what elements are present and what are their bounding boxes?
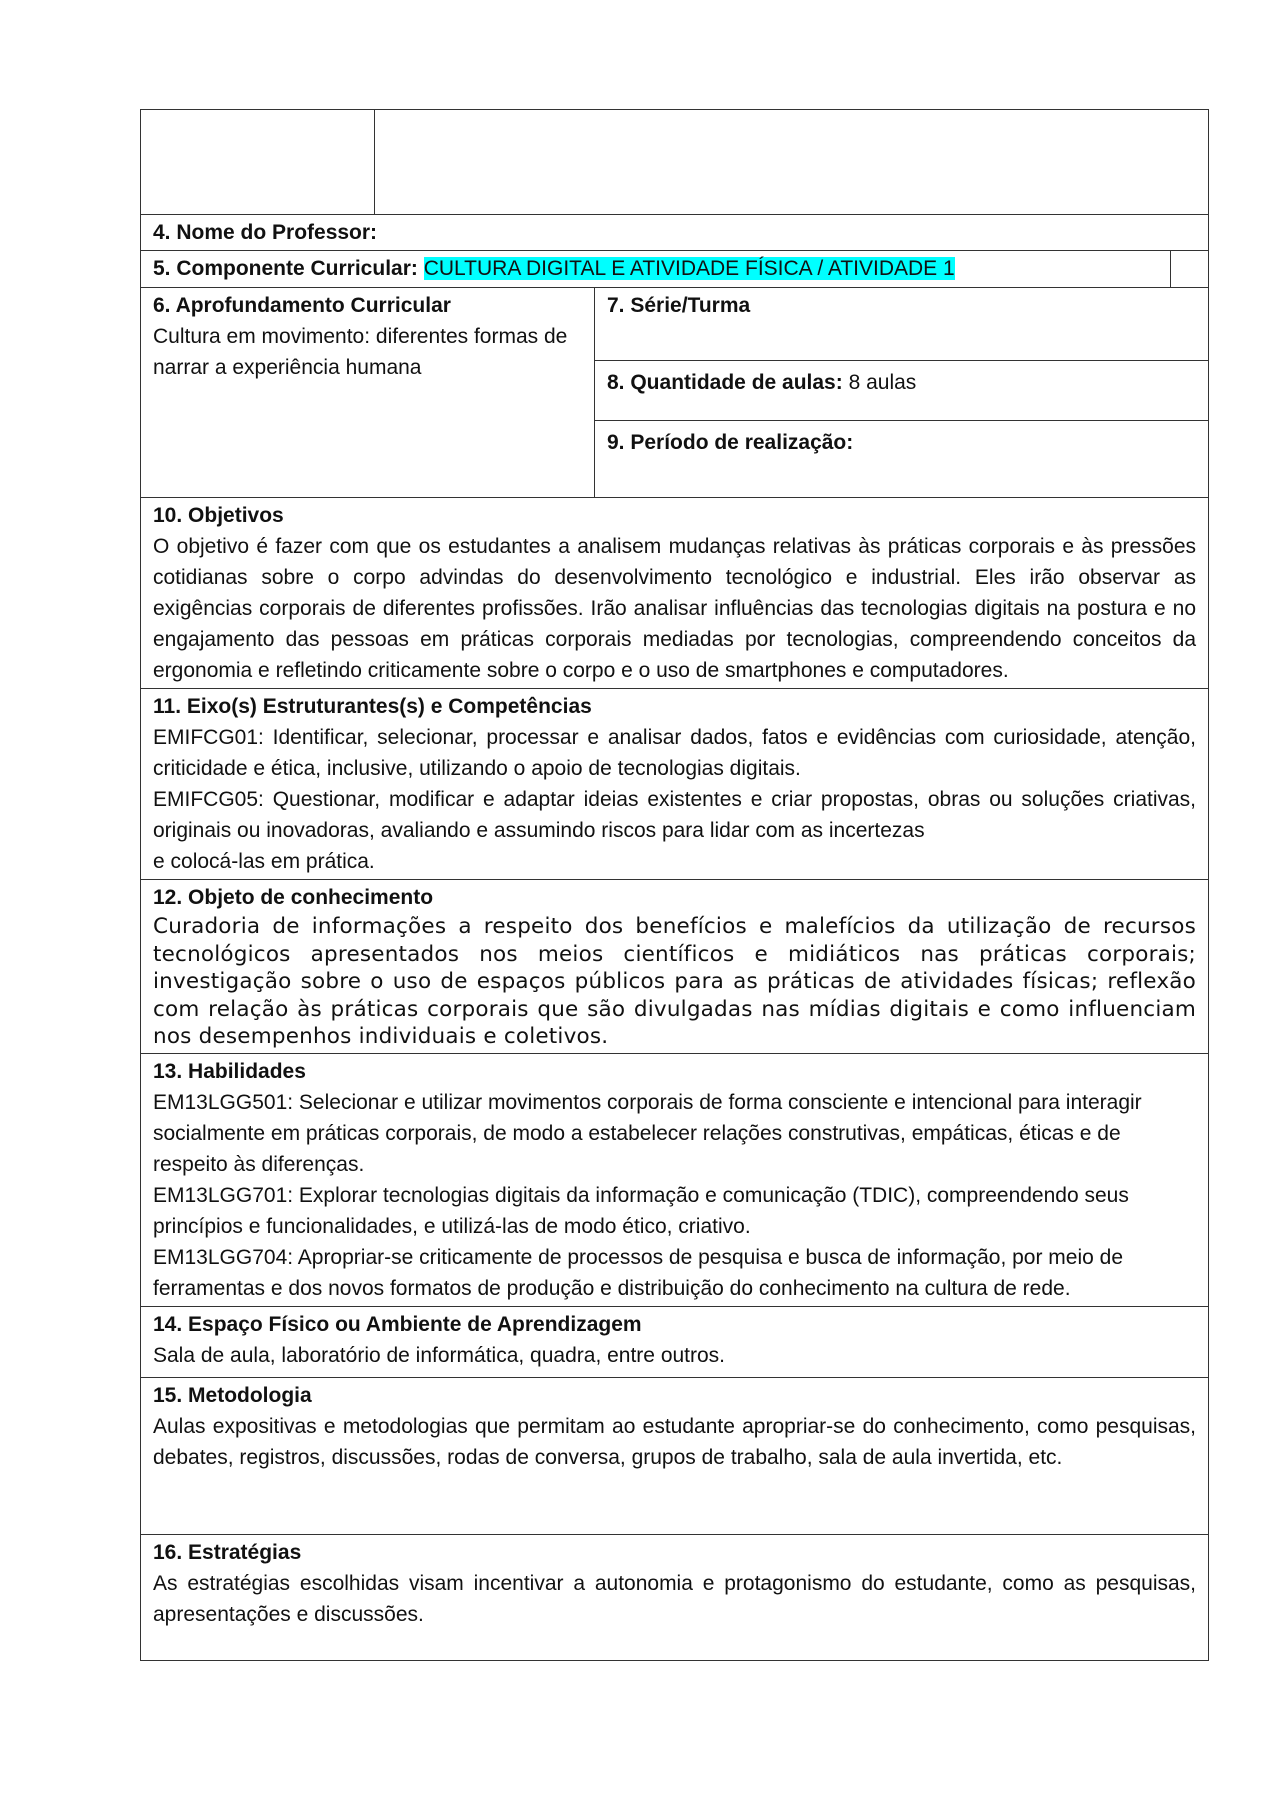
habilidades-label: 13. Habilidades <box>153 1059 306 1083</box>
habilidades-p3: EM13LGG704: Apropriar-se criticamente de processos de pesquisa e busca de informação, por meio de ferramentas e dos novos formatos de produção e distribuição do conhecimento na cultura de rede. <box>153 1245 1124 1300</box>
objetivos-label: 10. Objetivos <box>153 504 284 527</box>
row-eixos <box>141 689 1209 880</box>
row-objeto <box>141 880 1209 1054</box>
estrategias-text: As estratégias escolhidas visam incentivar a autonomia e protagonismo do estudante, como as pesquisas, apresentações e discussões. <box>153 1571 1197 1626</box>
header-logo-cell <box>141 110 375 215</box>
espaco-text: Sala de aula, laboratório de informática, quadra, entre outros. <box>153 1343 726 1367</box>
quantidade-cell <box>595 361 1209 421</box>
habilidades-p1: EM13LGG501: Selecionar e utilizar movimentos corporais de forma consciente e intencional para interagir socialmente em práticas corporais, de modo a estabelecer relações construtivas, empáticas, éticas e de respeito às diferenças. <box>153 1090 1142 1176</box>
periodo-label: 9. Período de realização: <box>607 431 854 454</box>
row-professor <box>141 215 1209 251</box>
quantidade-value: 8 aulas <box>848 371 917 394</box>
metodologia-text: Aulas expositivas e metodologias que permitam ao estudante apropriar-se do conhecimento, como pesquisas, debates, registros, discussões, rodas de conversa, grupos de trabalho, sala de aula invertida, etc. <box>153 1414 1197 1469</box>
periodo-cell <box>595 421 1209 498</box>
eixos-p1: EMIFCG01: Identificar, selecionar, processar e analisar dados, fatos e evidências com curiosidade, atenção, criticidade e ética, inclusive, utilizando o apoio de tecnologias digitais. <box>153 726 1197 780</box>
row-objetivos <box>141 498 1209 689</box>
plan-table <box>140 109 1209 1661</box>
habilidades-p2: EM13LGG701: Explorar tecnologias digitais da informação e comunicação (TDIC), compreendendo seus princípios e funcionalidades, e utilizá-las de modo ético, criativo. <box>153 1183 1129 1238</box>
metodologia-label: 15. Metodologia <box>153 1383 312 1407</box>
row-aprofundamento <box>141 288 1209 361</box>
eixos-p3: e colocá-las em prática. <box>153 850 375 873</box>
estrategias-label: 16. Estratégias <box>153 1540 302 1564</box>
objeto-label: 12. Objeto de conhecimento <box>153 886 434 909</box>
componente-label: 5. Componente Curricular: <box>153 257 418 280</box>
objeto-text: Curadoria de informações a respeito dos benefícios e malefícios da utilização de recursos tecnológicos apresentados nos meios científicos e midiáticos nas práticas corporais; investigação sobre o uso de espaços públicos para as práticas de atividades físicas; reflexão com relação às práticas corporais que são divulgadas nas mídias digitais e como influenciam nos desempenhos individuais e coletivos. <box>153 914 1197 1049</box>
eixos-cell <box>141 689 1209 880</box>
habilidades-cell <box>141 1053 1209 1306</box>
estrategias-cell <box>141 1534 1209 1660</box>
header-title-cell <box>375 110 1209 215</box>
document-page <box>140 109 1208 1661</box>
aprofundamento-cell <box>141 288 595 498</box>
objetivos-text: O objetivo é fazer com que os estudantes a analisem mudanças relativas às práticas corporais e às pressões cotidianas sobre o corpo advindas do desenvolvimento tecnológico e industrial. Eles irão observar as exigências corporais de diferentes profissões. Irão analisar influências das tecnologias digitais na postura e no engajamento das pessoas em práticas corporais mediadas por tecnologias, compreendendo conceitos da ergonomia e refletindo criticamente sobre o corpo e o uso de smartphones e computadores. <box>153 535 1197 682</box>
espaco-label: 14. Espaço Físico ou Ambiente de Aprendizagem <box>153 1312 642 1336</box>
espaco-cell <box>141 1306 1209 1377</box>
professor-label: 4. Nome do Professor: <box>153 221 378 244</box>
professor-cell <box>141 215 1209 251</box>
aprofundamento-value: Cultura em movimento: diferentes formas de narrar a experiência humana <box>153 325 568 379</box>
row-habilidades <box>141 1053 1209 1306</box>
row-metodologia <box>141 1377 1209 1534</box>
serie-label: 7. Série/Turma <box>607 294 751 317</box>
componente-empty-cell <box>1171 251 1209 288</box>
metodologia-cell <box>141 1377 1209 1534</box>
eixos-p2: EMIFCG05: Questionar, modificar e adaptar ideias existentes e criar propostas, obras ou soluções criativas, originais ou inovadoras, avaliando e assumindo riscos para lidar com as incertezas <box>153 788 1197 842</box>
header-row <box>141 110 1209 215</box>
quantidade-label: 8. Quantidade de aulas: <box>607 371 843 394</box>
row-espaco <box>141 1306 1209 1377</box>
aprofundamento-label: 6. Aprofundamento Curricular <box>153 294 451 317</box>
objetivos-cell <box>141 498 1209 689</box>
eixos-label: 11. Eixo(s) Estruturantes(s) e Competências <box>153 695 592 718</box>
row-estrategias <box>141 1534 1209 1660</box>
row-componente <box>141 251 1209 288</box>
objeto-cell <box>141 880 1209 1054</box>
componente-value: CULTURA DIGITAL E ATIVIDADE FÍSICA / ATIVIDADE 1 <box>423 257 955 280</box>
serie-cell <box>595 288 1209 361</box>
componente-cell <box>141 251 1171 288</box>
